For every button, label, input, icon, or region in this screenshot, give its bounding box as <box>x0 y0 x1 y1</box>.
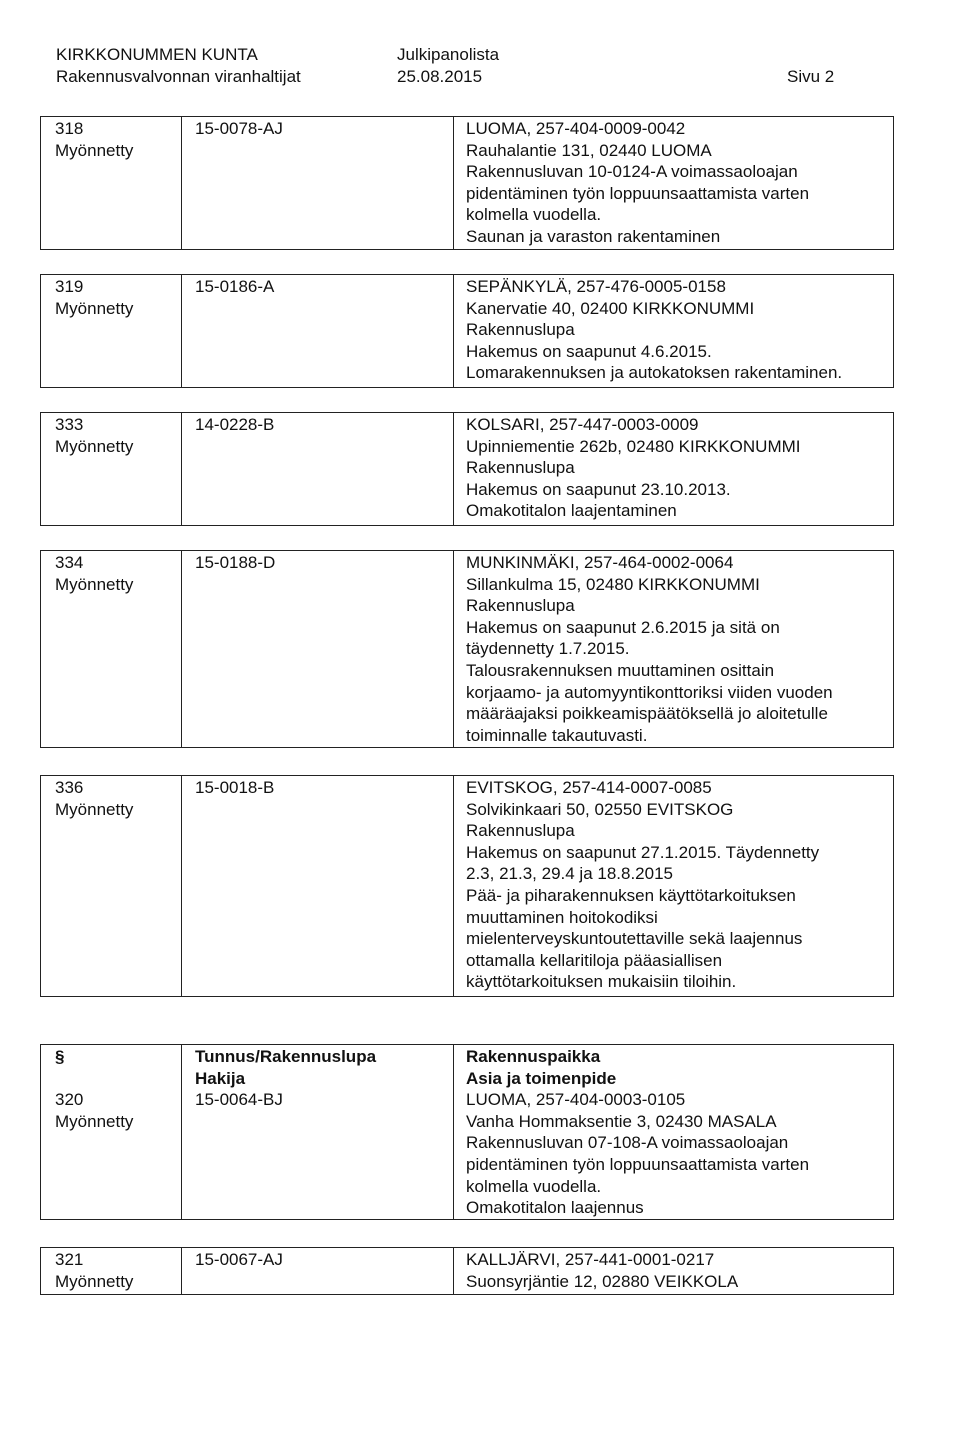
address-line: Vanha Hommaksentie 3, 02430 MASALA <box>466 1111 777 1131</box>
detail-line: Hakemus on saapunut 27.1.2015. Täydennetty <box>466 842 820 862</box>
page-number: Sivu 2 <box>787 67 835 86</box>
document-header-left <box>56 44 301 88</box>
detail-line: 2.3, 21.3, 29.4 ja 18.8.2015 <box>466 864 674 884</box>
applicant-column-header: Hakija <box>195 1068 246 1088</box>
permit-id: 15-0064-BJ <box>195 1090 283 1110</box>
record-details-cell <box>453 776 893 996</box>
municipality-name: KIRKKONUMMEN KUNTA <box>56 45 258 64</box>
record-333 <box>40 412 894 526</box>
record-number: 321 <box>55 1250 84 1269</box>
record-details-cell <box>453 413 893 525</box>
detail-line: Hakemus on saapunut 4.6.2015. <box>466 341 712 361</box>
permit-id: 14-0228-B <box>195 415 275 434</box>
record-number: 319 <box>55 277 84 296</box>
action-line: Lomarakennuksen ja autokatoksen rakentaminen. <box>466 363 843 383</box>
permit-id: 15-0067-AJ <box>195 1250 283 1269</box>
action-line: korjaamo- ja automyyntikonttoriksi viiden vuoden <box>466 682 833 702</box>
record-details-cell <box>453 275 893 387</box>
record-318 <box>40 116 894 250</box>
address-line: Suonsyrjäntie 12, 02880 VEIKKOLA <box>466 1271 739 1291</box>
address-line: Upinniementie 262b, 02480 KIRKKONUMMI <box>466 436 801 456</box>
record-319 <box>40 274 894 388</box>
record-number: 334 <box>55 553 84 572</box>
permit-column-header: Tunnus/Rakennuslupa <box>195 1047 377 1066</box>
action-line: Pää- ja piharakennuksen käyttötarkoituksen <box>466 885 796 905</box>
permit-id: 15-0188-D <box>195 553 276 572</box>
record-number-cell <box>41 275 181 387</box>
property-line: EVITSKOG, 257-414-0007-0085 <box>466 778 712 797</box>
record-number: 318 <box>55 119 84 138</box>
list-date: 25.08.2015 <box>397 67 483 86</box>
record-number-cell <box>41 117 181 249</box>
detail-line: Rakennusluvan 10-0124-A voimassaoloajan <box>466 162 798 182</box>
record-number-cell <box>41 551 181 747</box>
record-permit-cell <box>181 776 453 996</box>
permit-id: 15-0186-A <box>195 277 275 296</box>
section-table <box>40 1044 894 1220</box>
record-permit-cell <box>181 551 453 747</box>
detail-line: Rakennuslupa <box>466 596 575 616</box>
detail-line: täydennetty 1.7.2015. <box>466 639 630 659</box>
action-line: ottamalla kellaritiloja pääasiallisen <box>466 950 723 970</box>
property-line: SEPÄNKYLÄ, 257-476-0005-0158 <box>466 277 726 296</box>
document-header-center <box>397 44 499 88</box>
record-details-cell <box>453 1248 893 1294</box>
detail-line: Rakennuslupa <box>466 320 575 340</box>
property-line: LUOMA, 257-404-0003-0105 <box>466 1090 686 1110</box>
record-permit-cell <box>181 413 453 525</box>
department-name: Rakennusvalvonnan viranhaltijat <box>56 67 301 86</box>
record-permit-cell <box>181 275 453 387</box>
action-line: Omakotitalon laajentaminen <box>466 501 677 521</box>
action-line: määräajaksi poikkeamispäätöksellä jo aloitetulle <box>466 704 828 724</box>
record-number: 333 <box>55 415 84 434</box>
detail-line: Rakennuslupa <box>466 821 575 841</box>
detail-line: Rakennuslupa <box>466 458 575 478</box>
property-line: LUOMA, 257-404-0009-0042 <box>466 119 686 138</box>
matter-column-header: Asia ja toimenpide <box>466 1068 617 1088</box>
action-line: toiminnalle takautuvasti. <box>466 725 648 745</box>
detail-line: pidentäminen työn loppuunsaattamista varten <box>466 1154 810 1174</box>
address-line: Rauhalantie 131, 02440 LUOMA <box>466 140 712 160</box>
permit-id: 15-0018-B <box>195 778 275 797</box>
record-number: 336 <box>55 778 84 797</box>
record-permit-cell <box>181 1248 453 1294</box>
record-status: Myönnetty <box>55 1111 134 1131</box>
section-number-cell <box>41 1045 181 1219</box>
list-title: Julkipanolista <box>397 45 500 64</box>
detail-line: pidentäminen työn loppuunsaattamista varten <box>466 183 810 203</box>
address-line: Sillankulma 15, 02480 KIRKKONUMMI <box>466 574 760 594</box>
record-status: Myönnetty <box>55 140 134 160</box>
record-334 <box>40 550 894 748</box>
detail-line: kolmella vuodella. <box>466 1176 602 1196</box>
record-status: Myönnetty <box>55 799 134 819</box>
action-line: Saunan ja varaston rakentaminen <box>466 226 721 246</box>
property-line: MUNKINMÄKI, 257-464-0002-0064 <box>466 553 734 572</box>
section-details-cell <box>453 1045 893 1219</box>
detail-line: Hakemus on saapunut 2.6.2015 ja sitä on <box>466 617 780 637</box>
record-336 <box>40 775 894 997</box>
record-details-cell <box>453 551 893 747</box>
record-number-cell <box>41 1248 181 1294</box>
section-symbol-header: § <box>55 1047 65 1066</box>
record-number: 320 <box>55 1090 84 1110</box>
record-number-cell <box>41 776 181 996</box>
site-column-header: Rakennuspaikka <box>466 1047 601 1066</box>
action-line: Talousrakennuksen muuttaminen osittain <box>466 660 775 680</box>
action-line: mielenterveyskuntoutettaville sekä laajennus <box>466 929 803 949</box>
detail-line: Hakemus on saapunut 23.10.2013. <box>466 479 731 499</box>
record-status: Myönnetty <box>55 574 134 594</box>
action-line: käyttötarkoituksen mukaisiin tiloihin. <box>466 972 737 992</box>
record-321 <box>40 1247 894 1295</box>
action-line: Omakotitalon laajennus <box>466 1198 644 1218</box>
action-line: muuttaminen hoitokodiksi <box>466 907 658 927</box>
detail-line: kolmella vuodella. <box>466 205 602 225</box>
address-line: Kanervatie 40, 02400 KIRKKONUMMI <box>466 298 755 318</box>
property-line: KOLSARI, 257-447-0003-0009 <box>466 415 699 434</box>
section-permit-cell <box>181 1045 453 1219</box>
record-status: Myönnetty <box>55 298 134 318</box>
permit-id: 15-0078-AJ <box>195 119 283 138</box>
detail-line: Rakennusluvan 07-108-A voimassaoloajan <box>466 1133 789 1153</box>
record-number-cell <box>41 413 181 525</box>
record-status: Myönnetty <box>55 436 134 456</box>
record-permit-cell <box>181 117 453 249</box>
address-line: Solvikinkaari 50, 02550 EVITSKOG <box>466 799 734 819</box>
record-status: Myönnetty <box>55 1271 134 1291</box>
record-details-cell <box>453 117 893 249</box>
property-line: KALLJÄRVI, 257-441-0001-0217 <box>466 1250 715 1269</box>
